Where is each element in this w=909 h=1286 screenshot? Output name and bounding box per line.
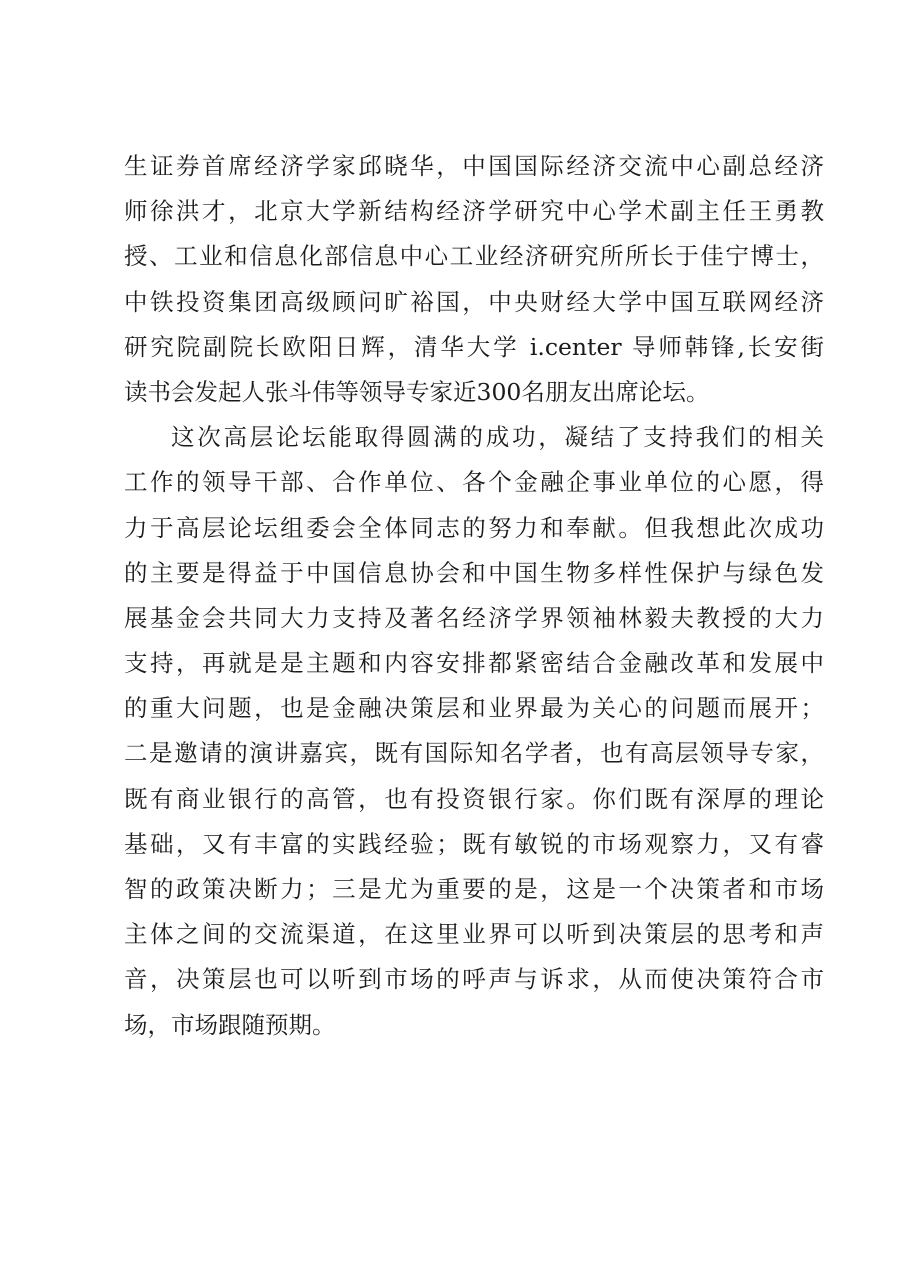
text-line: 工作的领导干部、合作单位、各个金融企事业单位的心愿，得 <box>124 468 824 497</box>
text-line: 师徐洪才，北京大学新结构经济学研究中心学术副主任王勇教 <box>124 197 824 226</box>
text-line: 二是邀请的演讲嘉宾，既有国际知名学者，也有高层领导专家， <box>124 739 824 768</box>
text-line: 读书会发起人张斗伟等领导专家近300名朋友出席论坛。 <box>124 377 710 406</box>
body-text <box>124 144 824 1048</box>
text-line: 生证券首席经济学家邱晓华，中国国际经济交流中心副总经济 <box>124 152 824 180</box>
text-line: 基础，又有丰富的实践经验；既有敏锐的市场观察力，又有睿 <box>124 829 824 858</box>
text-line: 智的政策决断力；三是尤为重要的是，这是一个决策者和市场 <box>124 875 824 903</box>
text-line: 支持，再就是是主题和内容安排都紧密结合金融改革和发展中 <box>124 649 824 678</box>
text-line: 展基金会共同大力支持及著名经济学界领袖林毅夫教授的大力 <box>124 603 824 632</box>
text-line: 授、工业和信息化部信息中心工业经济研究所所长于佳宁博士， <box>124 242 824 271</box>
paragraph-2 <box>124 415 824 1048</box>
text-line: 音，决策层也可以听到市场的呼声与诉求，从而使决策符合市 <box>124 965 824 994</box>
text-line: 中铁投资集团高级顾问旷裕国，中央财经大学中国互联网经济 <box>124 287 824 316</box>
text-line: 的重大问题，也是金融决策层和业界最为关心的问题而展开； <box>124 694 824 723</box>
text-line: 力于高层论坛组委会全体同志的努力和奉献。但我想此次成功 <box>124 513 824 542</box>
text-line: 场，市场跟随预期。 <box>124 1010 336 1039</box>
text-line: 研究院副院长欧阳日辉，清华大学 i.center 导师韩锋,长安街 <box>124 332 824 361</box>
paragraph-1 <box>124 144 824 415</box>
text-line: 既有商业银行的高管，也有投资银行家。你们既有深厚的理论 <box>124 784 824 813</box>
text-line: 的主要是得益于中国信息协会和中国生物多样性保护与绿色发 <box>124 558 824 587</box>
text-line: 这次高层论坛能取得圆满的成功，凝结了支持我们的相关 <box>171 423 824 452</box>
text-line: 主体之间的交流渠道，在这里业界可以听到决策层的思考和声 <box>124 920 824 949</box>
